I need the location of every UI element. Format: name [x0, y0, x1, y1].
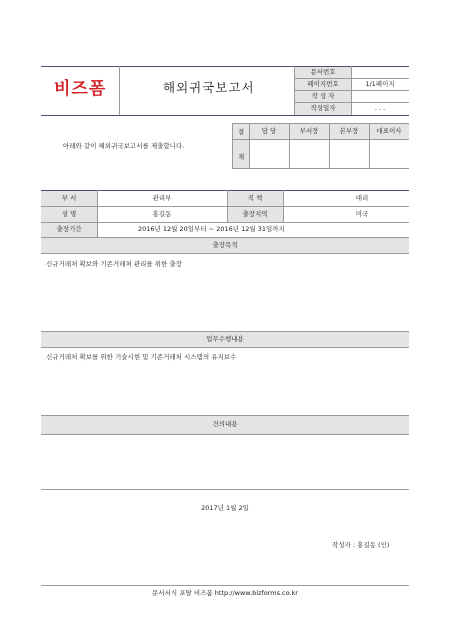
meta-label-date: 작성일자 [310, 104, 336, 112]
position-label: 직 책 [247, 194, 263, 202]
section-suggestion-title: 건의내용 [212, 420, 238, 428]
dept-value: 관리부 [152, 194, 172, 202]
section-purpose-title: 출장목적 [212, 241, 238, 249]
region-label: 출장지역 [242, 210, 268, 218]
intro-text: 아래와 같이 해외귀국보고서를 제출합니다. [63, 142, 185, 150]
meta-value-page-no: 1/1페이지 [365, 80, 395, 88]
name-value: 홍길동 [152, 210, 172, 218]
meta-label-doc-no: 문서번호 [310, 68, 336, 76]
period-label: 출장기간 [56, 225, 82, 233]
position-value: 대리 [355, 194, 369, 202]
meta-value-date: . . . [374, 104, 386, 112]
name-label: 성 명 [61, 210, 77, 218]
document-title: 해외귀국보고서 [163, 80, 255, 95]
meta-label-page-no: 페이지번호 [307, 80, 339, 88]
approval-col-division-head: 본부장 [339, 127, 359, 135]
dept-label: 부 서 [61, 194, 77, 202]
logo: 비즈폼 [54, 79, 107, 99]
section-work-title: 업무수행내용 [206, 335, 244, 343]
approval-col-staff: 담 당 [261, 127, 277, 135]
report-date: 2017년 1월 2일 [201, 504, 249, 512]
region-value: 미국 [355, 210, 369, 218]
approval-label-top: 결 [237, 128, 245, 136]
approval-col-ceo: 대표이사 [376, 127, 402, 135]
meta-label-author: 작 성 자 [311, 92, 335, 100]
signature: 작성자 : 홍길동 (인) [332, 541, 390, 549]
section-work-content: 신규거래처 확보를 위한 기술시현 및 기존거래처 시스템의 유지보수 [46, 353, 237, 361]
approval-label-bottom: 재 [237, 153, 245, 161]
approval-col-dept-head: 부서장 [299, 127, 319, 135]
section-purpose-content: 신규거래처 확보와 기존거래처 관리를 위한 출장 [46, 260, 182, 268]
footer-text: 문서서식 포탈 비즈폼 http://www.bizforms.co.kr [152, 589, 298, 597]
period-value: 2016년 12월 20일부터 ~ 2016년 12월 31일까지 [138, 225, 285, 233]
